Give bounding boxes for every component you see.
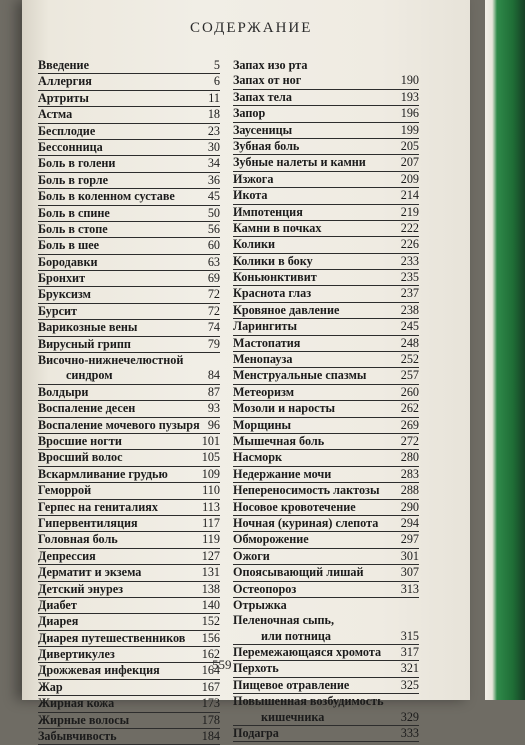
toc-entry: [38, 287, 220, 303]
toc-entry: [38, 582, 220, 598]
toc-entry-title: Зубная боль: [233, 138, 300, 153]
toc-entry-page: 56: [207, 221, 220, 236]
toc-entry-page: 307: [400, 565, 419, 580]
toc-entry: [38, 532, 220, 548]
toc-entry-page: 173: [201, 696, 220, 711]
toc-entry-title: Дивертикулез: [38, 647, 115, 662]
toc-entry-title: Бронхит: [38, 271, 86, 286]
book-cover-edge: [485, 0, 525, 700]
toc-entry-title: Менструальные спазмы: [233, 368, 367, 383]
toc-entry: [38, 58, 220, 74]
toc-entry: [233, 450, 419, 466]
toc-entry: [233, 418, 419, 434]
toc-entry-page: 23: [207, 123, 220, 138]
toc-entry-page: 110: [202, 483, 220, 498]
toc-entry: [38, 124, 220, 140]
toc-entry: [233, 319, 419, 335]
toc-entry-title: Импотенция: [233, 204, 303, 219]
toc-entry: [38, 418, 220, 434]
toc-column-right: [233, 58, 419, 742]
toc-entry: [38, 189, 220, 205]
toc-entry-page: 113: [202, 499, 220, 514]
toc-entry: [233, 254, 419, 270]
toc-entry-page: 257: [400, 368, 419, 383]
toc-entry-page: 140: [201, 597, 220, 612]
toc-entry: [233, 172, 419, 188]
toc-entry: [38, 680, 220, 696]
toc-entry-title: Ожоги: [233, 548, 270, 563]
toc-entry-title: Диарея: [38, 614, 79, 629]
toc-entry-title: Дрожжевая инфекция: [38, 663, 160, 678]
toc-entry-page: 36: [207, 172, 220, 187]
toc-entry-page: 5: [213, 58, 220, 72]
toc-entry-title: Запах изо рта: [233, 58, 308, 72]
toc-entry-page: 260: [400, 384, 419, 399]
toc-entry: [38, 255, 220, 271]
toc-entry-title: Отрыжка: [233, 597, 287, 612]
toc-entry-title: Диарея путешественников: [38, 630, 186, 645]
toc-entry: [38, 401, 220, 417]
toc-entry-page: 34: [207, 156, 220, 171]
toc-entry-title: Воспаление десен: [38, 401, 136, 416]
toc-entry-page: 105: [201, 450, 220, 465]
toc-entry-title: Колики в боку: [233, 253, 313, 268]
toc-entry-title: Пеленочная сыпь,: [233, 613, 335, 628]
toc-entry-page: 50: [207, 205, 220, 220]
toc-entry-title: Астма: [38, 107, 73, 122]
toc-entry-page: 162: [201, 647, 220, 662]
toc-entry-page: 6: [213, 74, 220, 89]
page-title: СОДЕРЖАНИЕ: [190, 20, 313, 36]
toc-entry-page: 101: [201, 433, 220, 448]
toc-entry-page: 209: [400, 171, 419, 186]
toc-entry-page: 321: [400, 661, 419, 676]
toc-entry-title: Обморожение: [233, 532, 309, 547]
toc-entry: [233, 221, 419, 237]
toc-entry-title: Жирная кожа: [38, 696, 115, 711]
toc-entry: [38, 663, 220, 679]
toc-entry-title: Герпес на гениталиях: [38, 499, 158, 514]
toc-entry-title: Артриты: [38, 90, 89, 105]
toc-entry: [233, 205, 419, 221]
toc-entry-page: 219: [400, 204, 419, 219]
toc-entry: [233, 401, 419, 417]
toc-entry-title: Детский энурез: [38, 581, 124, 596]
toc-entry-page: 333: [400, 726, 419, 741]
toc-entry-page: 297: [400, 532, 419, 547]
toc-entry-title: Пищевое отравление: [233, 677, 350, 692]
toc-entry-title: синдром: [66, 368, 113, 383]
toc-entry: [233, 188, 419, 204]
toc-entry: [233, 385, 419, 401]
toc-entry-title: Изжога: [233, 171, 274, 186]
toc-entry-page: 237: [400, 286, 419, 301]
toc-entry-title: Забывчивость: [38, 729, 117, 744]
toc-entry: [233, 582, 419, 598]
toc-entry: [233, 516, 419, 532]
toc-entry-page: 72: [207, 303, 220, 318]
toc-entry-title: Перхоть: [233, 661, 279, 676]
toc-entry: [233, 598, 419, 613]
toc-entry: [233, 336, 419, 352]
toc-entry-page: 262: [400, 401, 419, 416]
toc-entry: [38, 320, 220, 336]
toc-entry: [38, 140, 220, 156]
toc-entry-page: 283: [400, 466, 419, 481]
toc-entry-title: Боль в голени: [38, 156, 116, 171]
toc-entry-title: Краснота глаз: [233, 286, 312, 301]
toc-entry-page: 156: [201, 630, 220, 645]
toc-entry: [38, 156, 220, 172]
toc-entry-page: 178: [201, 712, 220, 727]
toc-entry-page: 11: [208, 90, 220, 105]
toc-entry-page: 325: [400, 677, 419, 692]
toc-entry: [233, 155, 419, 171]
toc-entry-title: Боль в горле: [38, 172, 108, 187]
toc-entry-title: Бурсит: [38, 303, 78, 318]
toc-entry: [38, 91, 220, 107]
toc-entry: [38, 107, 220, 123]
toc-entry-title: Запах тела: [233, 89, 292, 104]
toc-entry-page: 245: [400, 319, 419, 334]
page-number: 559: [212, 657, 232, 672]
toc-entry: [233, 106, 419, 122]
toc-entry-page: 222: [400, 220, 419, 235]
toc-entry-title: Заусеницы: [233, 122, 293, 137]
toc-entry: [233, 270, 419, 286]
toc-entry-title: Жар: [38, 679, 63, 694]
toc-entry: [38, 304, 220, 320]
toc-entry: [38, 500, 220, 516]
toc-entry-title: Жирные волосы: [38, 712, 130, 727]
toc-entry-page: 74: [207, 320, 220, 335]
toc-entry-title: Введение: [38, 58, 89, 72]
toc-entry: [38, 450, 220, 466]
toc-entry-page: 84: [207, 368, 220, 383]
toc-entry: [38, 713, 220, 729]
toc-entry: [233, 352, 419, 368]
toc-entry-title: Височно-нижнечелюстной: [38, 353, 184, 368]
toc-entry-title: Головная боль: [38, 532, 118, 547]
toc-entry: [233, 434, 419, 450]
toc-entry: [233, 368, 419, 384]
toc-entry: [38, 337, 220, 353]
toc-entry-page: 193: [400, 89, 419, 104]
toc-entry-title: Кровяное давление: [233, 302, 340, 317]
toc-entry: [233, 532, 419, 548]
toc-entry-title: Волдыри: [38, 384, 89, 399]
toc-entry: [38, 696, 220, 712]
toc-entry-title: Непереносимость лактозы: [233, 483, 380, 498]
toc-entry-page: 138: [201, 581, 220, 596]
toc-entry: [233, 678, 419, 694]
toc-entry-title: Носовое кровотечение: [233, 499, 356, 514]
toc-entry-title: Депрессия: [38, 548, 96, 563]
toc-entry: [38, 598, 220, 614]
toc-entry: [38, 222, 220, 238]
toc-entry-page: 164: [201, 663, 220, 678]
toc-entry-title: Аллергия: [38, 74, 92, 89]
toc-entry-title: Камни в почках: [233, 220, 322, 235]
toc-entry-page: 127: [201, 548, 220, 563]
toc-entry-page: 167: [201, 679, 220, 694]
toc-entry-page: 238: [400, 302, 419, 317]
toc-entry: [38, 271, 220, 287]
toc-entry-title: Запор: [233, 106, 266, 121]
toc-entry-title: Коньюнктивит: [233, 270, 317, 285]
toc-entry: [38, 206, 220, 222]
toc-entry-title: Менопауза: [233, 352, 293, 367]
toc-entry: [38, 467, 220, 483]
toc-entry-title: Варикозные вены: [38, 320, 138, 335]
toc-entry-title: Диабет: [38, 597, 77, 612]
toc-entry-title: Насморк: [233, 450, 283, 465]
toc-entry-page: 152: [201, 614, 220, 629]
toc-entry-title: Вирусный грипп: [38, 336, 131, 351]
toc-entry-title: кишечника: [261, 709, 325, 724]
toc-entry-page: 313: [400, 581, 419, 596]
toc-entry-title: Бородавки: [38, 254, 98, 269]
toc-entry-title: Бесплодие: [38, 123, 96, 138]
toc-entry-page: 63: [207, 254, 220, 269]
toc-entry-page: 196: [400, 106, 419, 121]
toc-entry-page: 233: [400, 253, 419, 268]
toc-entry: [233, 237, 419, 253]
toc-entry-title: Гипервентиляция: [38, 515, 138, 530]
toc-entry-title: Бессонница: [38, 139, 103, 154]
toc-entry-title: Мастопатия: [233, 335, 301, 350]
toc-entry-title: Бруксизм: [38, 287, 91, 302]
toc-entry-page: 60: [207, 238, 220, 253]
toc-entry-title: Ларингиты: [233, 319, 298, 334]
toc-entry-page: 18: [207, 107, 220, 122]
toc-entry-page: 280: [400, 450, 419, 465]
toc-entry-title: Метеоризм: [233, 384, 295, 399]
toc-entry-title: Вросшие ногти: [38, 433, 122, 448]
toc-entry-title: Воспаление мочевого пузыря: [38, 417, 200, 432]
toc-entry: [233, 90, 419, 106]
toc-entry-page: 248: [400, 335, 419, 350]
toc-entry-page: 117: [202, 515, 220, 530]
toc-entry: [38, 434, 220, 450]
toc-column-left: [38, 58, 220, 745]
toc-entry-page: 214: [400, 188, 419, 203]
toc-entry: [233, 710, 419, 726]
toc-entry: [38, 614, 220, 630]
toc-entry: [233, 139, 419, 155]
toc-entry-title: Боль в спине: [38, 205, 110, 220]
toc-entry-page: 109: [201, 466, 220, 481]
toc-entry-title: Морщины: [233, 417, 292, 432]
toc-entry-page: 93: [207, 401, 220, 416]
toc-entry: [38, 353, 220, 368]
toc-entry: [233, 58, 419, 73]
toc-entry: [38, 173, 220, 189]
toc-entry-page: 226: [400, 237, 419, 252]
toc-entry-page: 199: [400, 122, 419, 137]
toc-entry-page: 301: [400, 548, 419, 563]
toc-entry-title: Повышенная возбудимость: [233, 694, 384, 709]
toc-entry-page: 190: [400, 73, 419, 88]
toc-entry: [233, 726, 419, 742]
toc-entry: [233, 286, 419, 302]
toc-entry-page: 96: [207, 417, 220, 432]
toc-entry-page: 79: [207, 336, 220, 351]
toc-entry-page: 45: [207, 189, 220, 204]
toc-entry-title: Недержание мочи: [233, 466, 332, 481]
toc-entry-page: 131: [201, 565, 220, 580]
toc-entry: [233, 123, 419, 139]
toc-entry: [38, 647, 220, 663]
toc-entry-page: 290: [400, 499, 419, 514]
toc-entry-title: Дерматит и экзема: [38, 565, 142, 580]
toc-entry-title: Боль в стопе: [38, 221, 108, 236]
toc-entry-page: 269: [400, 417, 419, 432]
toc-entry-title: Икота: [233, 188, 268, 203]
toc-entry: [233, 694, 419, 709]
toc-entry: [233, 549, 419, 565]
toc-entry: [38, 368, 220, 384]
toc-entry: [38, 729, 220, 745]
toc-entry: [233, 565, 419, 581]
toc-entry-title: Опоясывающий лишай: [233, 565, 364, 580]
toc-entry-page: 329: [400, 709, 419, 724]
toc-entry-page: 294: [400, 515, 419, 530]
toc-entry: [233, 629, 419, 645]
toc-entry: [38, 516, 220, 532]
toc-entry-page: 119: [202, 532, 220, 547]
toc-entry: [38, 549, 220, 565]
toc-entry: [233, 303, 419, 319]
toc-entry-page: 288: [400, 483, 419, 498]
toc-entry: [233, 613, 419, 628]
toc-entry-title: Вросший волос: [38, 450, 123, 465]
toc-entry-title: Геморрой: [38, 483, 92, 498]
toc-entry-page: 30: [207, 139, 220, 154]
toc-entry-page: 317: [400, 645, 419, 660]
toc-entry-title: Колики: [233, 237, 276, 252]
toc-entry-page: 72: [207, 287, 220, 302]
toc-entry-page: 184: [201, 729, 220, 744]
toc-entry-page: 315: [400, 628, 419, 643]
toc-entry-title: или потница: [261, 628, 332, 643]
toc-entry: [38, 385, 220, 401]
toc-entry: [38, 483, 220, 499]
toc-entry: [233, 73, 419, 89]
toc-entry: [38, 74, 220, 90]
toc-entry-title: Перемежающаяся хромота: [233, 645, 382, 660]
toc-entry-page: 272: [400, 433, 419, 448]
toc-entry: [38, 238, 220, 254]
toc-entry: [233, 645, 419, 661]
toc-entry-page: 69: [207, 271, 220, 286]
toc-entry-page: 252: [400, 352, 419, 367]
toc-entry-title: Вскармливание грудью: [38, 466, 168, 481]
toc-entry-title: Ночная (куриная) слепота: [233, 515, 379, 530]
toc-entry-title: Подагра: [233, 726, 279, 741]
book-page: [22, 0, 470, 744]
toc-entry-page: 235: [400, 270, 419, 285]
toc-entry-page: 207: [400, 155, 419, 170]
toc-entry: [233, 661, 419, 677]
toc-entry-title: Боль в коленном суставе: [38, 189, 175, 204]
toc-entry: [233, 500, 419, 516]
toc-entry: [38, 631, 220, 647]
toc-entry-page: 205: [400, 138, 419, 153]
toc-entry-title: Мышечная боль: [233, 433, 325, 448]
toc-entry-title: Остеопороз: [233, 581, 297, 596]
toc-entry-title: Боль в шее: [38, 238, 100, 253]
toc-entry-page: 87: [207, 384, 220, 399]
toc-entry-title: Мозоли и наросты: [233, 401, 336, 416]
toc-entry: [38, 565, 220, 581]
toc-entry-title: Зубные налеты и камни: [233, 155, 366, 170]
toc-entry-title: Запах от ног: [233, 73, 302, 88]
toc-entry: [233, 467, 419, 483]
toc-entry: [233, 483, 419, 499]
